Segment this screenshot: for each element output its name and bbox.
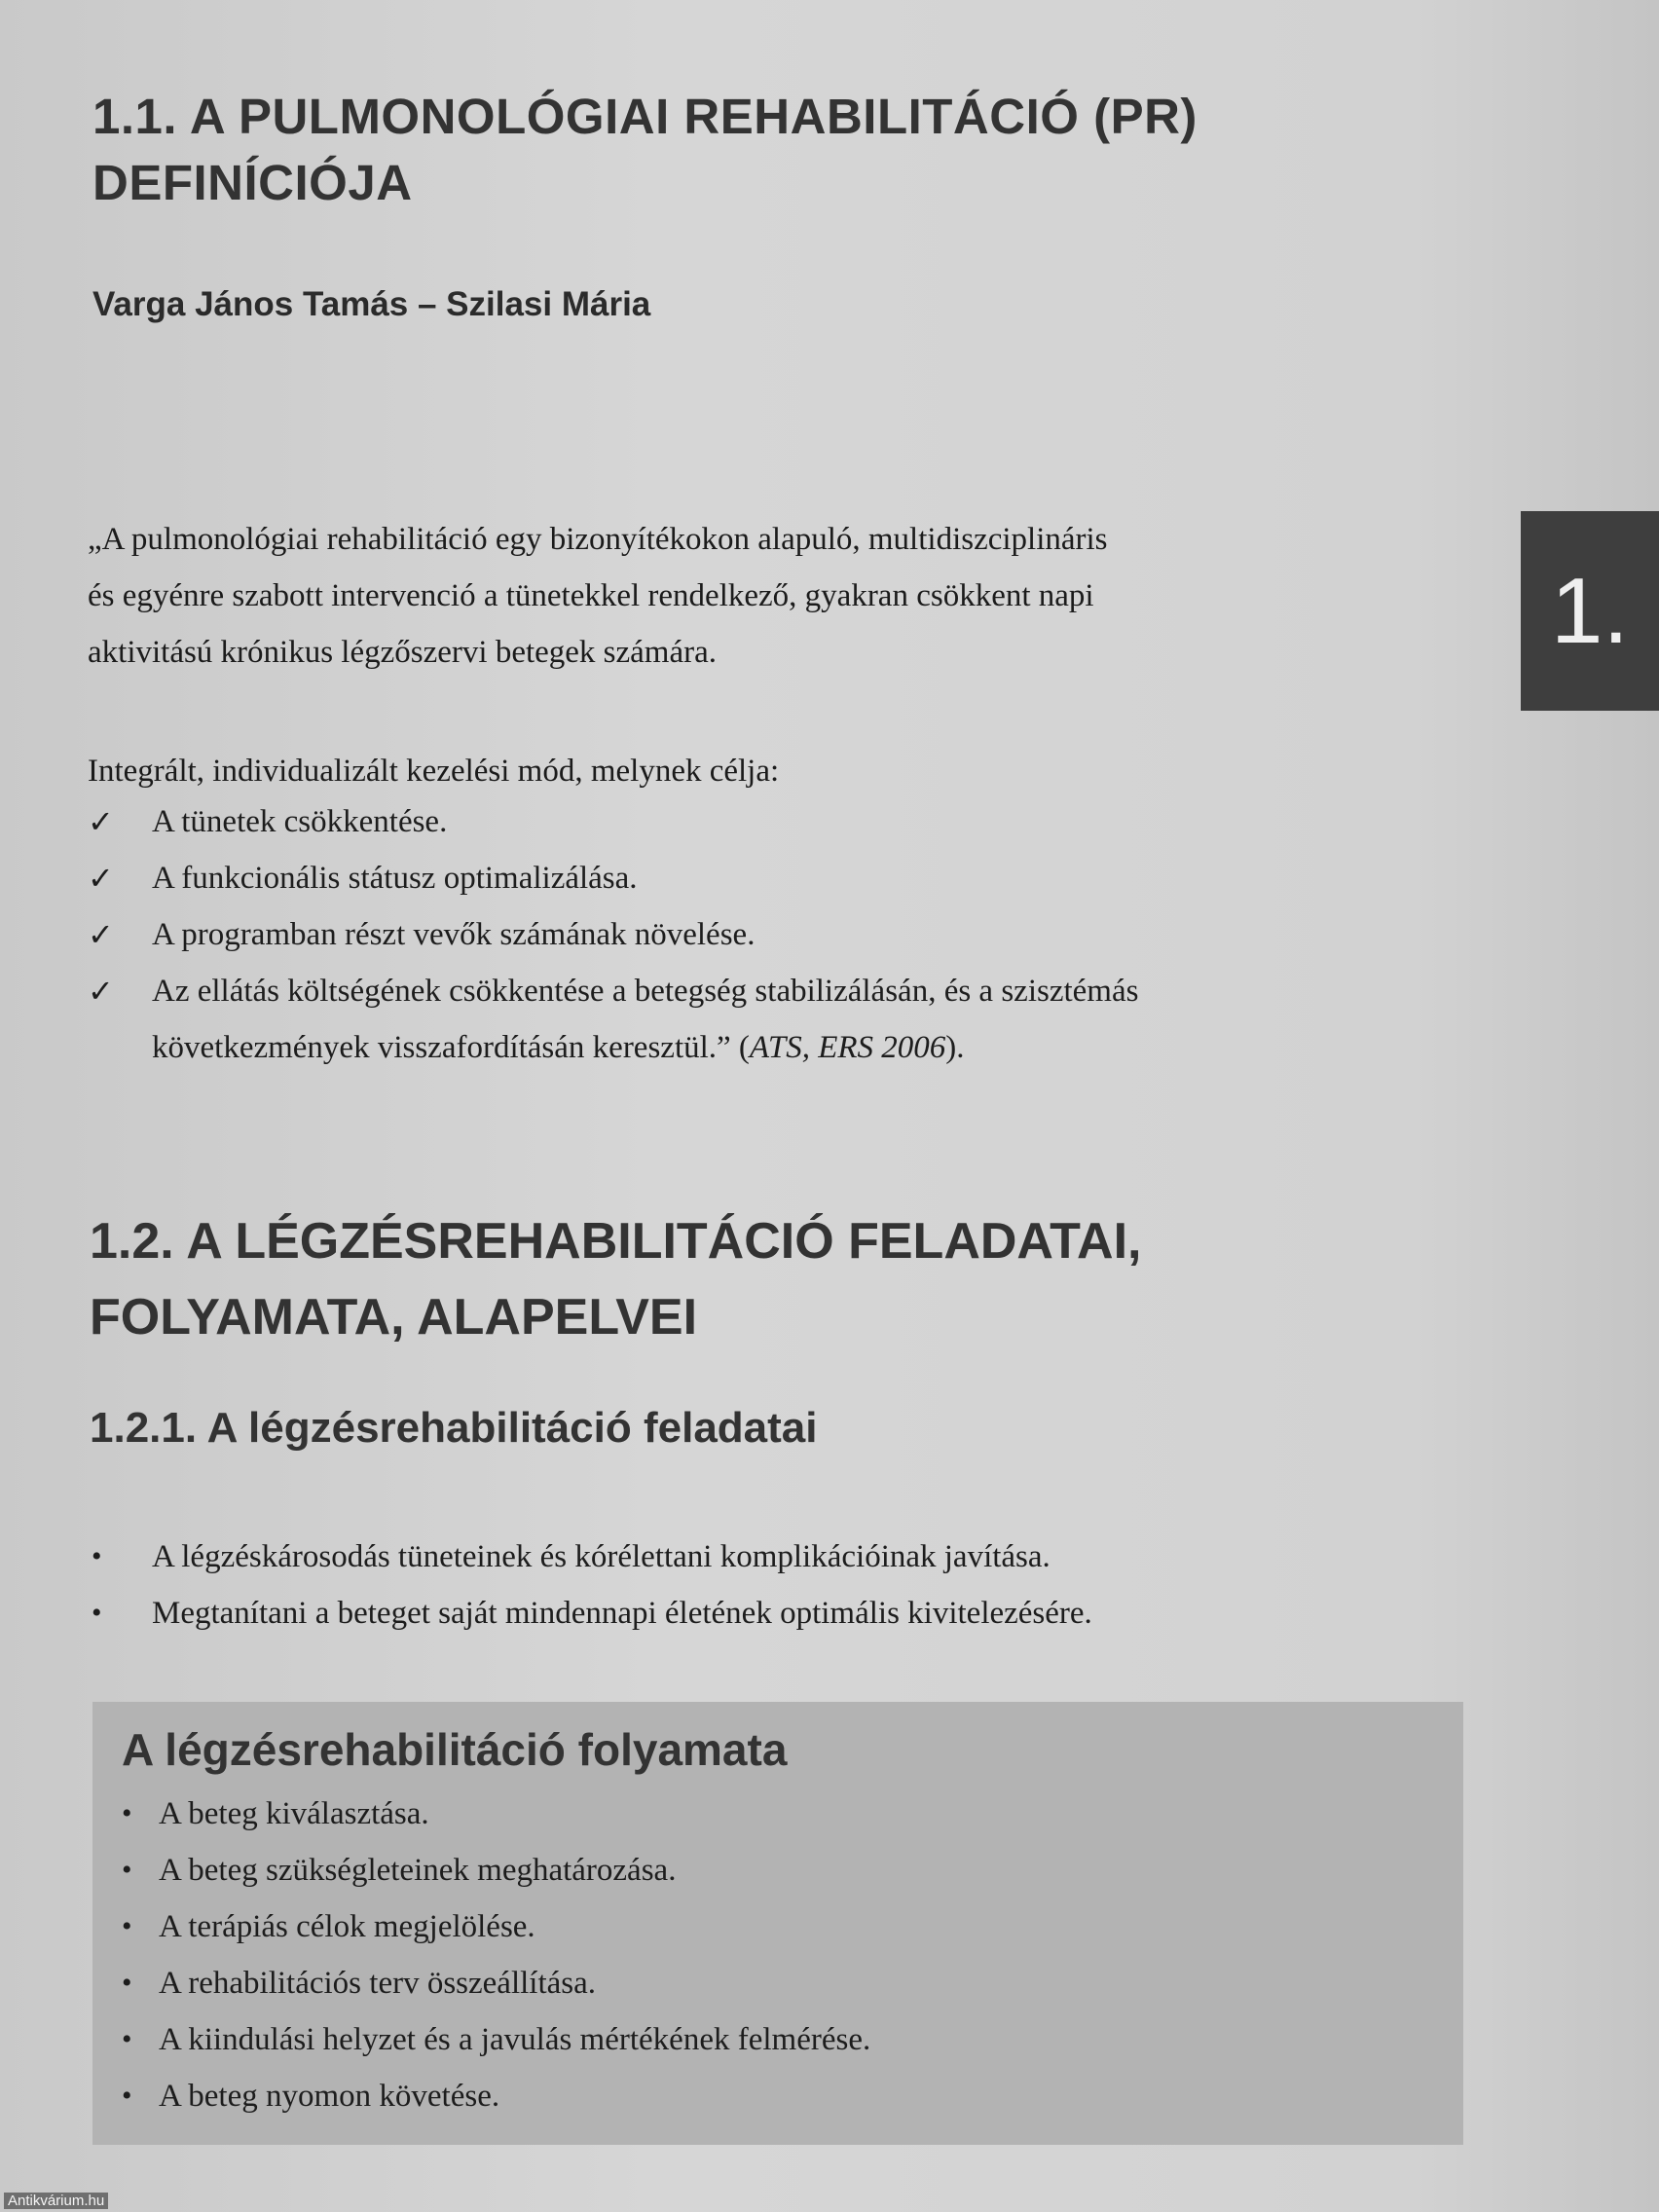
goal-text-continued: következmények visszafordításán keresztül.” ( [152,1030,750,1065]
process-box-title: A légzésrehabilitáció folyamata [122,1724,788,1775]
list-item [88,1529,1470,1585]
task-text: A légzéskárosodás tüneteinek és kórélettani komplikációinak javítása. [152,1539,1051,1574]
bullet-icon: • [122,1910,132,1942]
citation-end: ). [945,1030,965,1065]
process-step: A beteg nyomon követése. [159,2079,500,2114]
section-1-1-title-line2: DEFINÍCIÓJA [92,155,413,210]
quote-line-1: „A pulmonológiai rehabilitáció egy bizonyítékokon alapuló, multidiszciplináris [88,522,1108,557]
goal-text: A funkcionális státusz optimalizálása. [152,861,638,896]
quote-line-2: és egyénre szabott intervenció a tünetekkel rendelkező, gyakran csökkent napi [88,578,1094,613]
goals-list [88,793,1470,1076]
process-step: A rehabilitációs terv összeállítása. [159,1966,597,2001]
process-step: A beteg kiválasztása. [159,1796,429,1831]
watermark: Antikvárium.hu [4,2193,108,2209]
bullet-icon: • [92,1540,102,1572]
goals-intro: Integrált, individualizált kezelési mód, melynek célja: [88,754,780,789]
citation: ATS, ERS 2006 [749,1030,946,1065]
bullet-icon: • [122,1967,132,1999]
bullet-icon: • [122,2080,132,2112]
list-item [88,963,1470,1076]
section-1-2-title-line1: 1.2. A LÉGZÉSREHABILITÁCIÓ FELADATAI, [90,1213,1142,1270]
list-item [122,1842,870,1899]
process-list [122,1786,870,2124]
process-step: A kiindulási helyzet és a javulás mértékének felmérése. [159,2022,871,2057]
list-item [122,1786,870,1842]
bullet-icon: • [122,1797,132,1829]
goal-text: Az ellátás költségének csökkentése a betegség stabilizálásán, és a szisztémás [152,974,1139,1009]
section-1-1-title-line1: 1.1. A PULMONOLÓGIAI REHABILITÁCIÓ (PR) [92,89,1198,144]
goal-text: A programban részt vevők számának növelése. [152,917,756,952]
process-step: A beteg szükségleteinek meghatározása. [159,1853,677,1888]
task-text: Megtanítani a beteget saját mindennapi életének optimális kivitelezésére. [152,1596,1092,1631]
section-1-2-title-line2: FOLYAMATA, ALAPELVEI [90,1289,698,1346]
list-item [122,1899,870,1955]
list-item [88,793,1470,850]
list-item [88,850,1470,906]
bullet-icon: • [122,2023,132,2055]
process-box [92,1702,1463,2145]
check-icon: ✓ [88,803,114,840]
bullet-icon: • [122,1854,132,1886]
list-item [122,2068,870,2124]
definition-quote [88,511,1470,681]
check-icon: ✓ [88,860,114,897]
chapter-tab: 1. [1521,511,1659,711]
bullet-icon: • [92,1597,102,1629]
check-icon: ✓ [88,973,114,1010]
list-item [122,1955,870,2011]
list-item [88,906,1470,963]
section-1-2-1-title: 1.2.1. A légzésrehabilitáció feladatai [90,1404,818,1452]
list-item [122,2011,870,2068]
tasks-list [88,1529,1470,1641]
goal-text: A tünetek csökkentése. [152,804,448,839]
quote-line-3: aktivitású krónikus légzőszervi betegek számára. [88,635,718,670]
check-icon: ✓ [88,916,114,953]
authors: Varga János Tamás – Szilasi Mária [92,285,651,323]
list-item [88,1585,1470,1641]
process-step: A terápiás célok megjelölése. [159,1909,535,1944]
